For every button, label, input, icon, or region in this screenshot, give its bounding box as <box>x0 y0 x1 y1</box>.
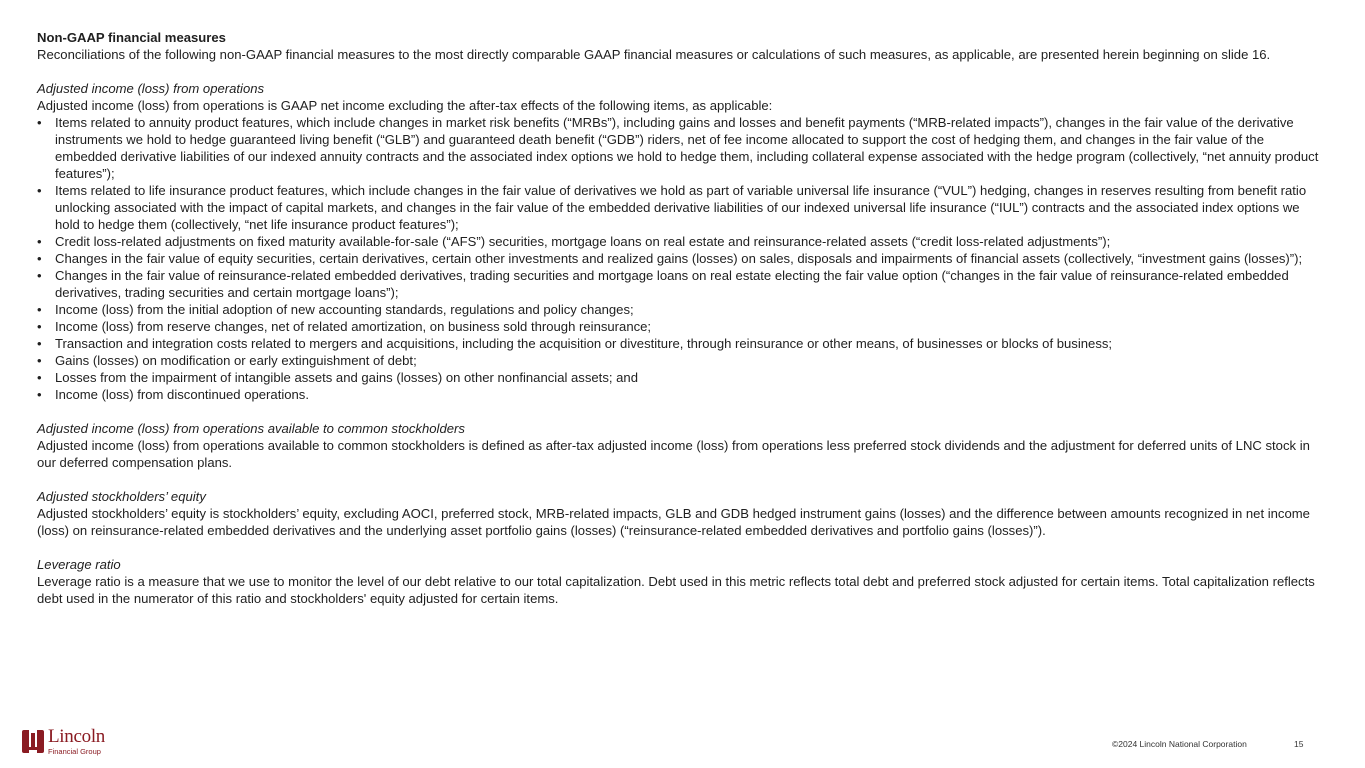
bullet-icon: • <box>37 302 42 317</box>
copyright-text: ©2024 Lincoln National Corporation <box>1112 739 1247 749</box>
page-title: Non-GAAP financial measures <box>37 30 226 45</box>
list-item-text: Changes in the fair value of equity securities, certain derivatives, certain other investments and realized gains (losses) on sales, disposals and impairments of financial assets (collectively, “investment gains (losses)”); <box>55 251 1303 266</box>
company-logo <box>20 727 105 759</box>
section-adjusted-equity <box>37 488 1327 539</box>
list-item-text: Transaction and integration costs related to mergers and acquisitions, including the acquisition or divestiture, through reinsurance or other means, of businesses or blocks of business; <box>55 336 1113 351</box>
bullet-icon: • <box>37 115 42 130</box>
section-body: Adjusted stockholders’ equity is stockholders’ equity, excluding AOCI, preferred stock, MRB-related impacts, GLB and GDB hedged instrument gains (losses) and the difference between amounts recognized in net income (loss) on reinsurance-related embedded derivatives and the underlying asset portfolio gains (losses) (“reinsurance-related embedded derivatives and portfolio gains (losses)”). <box>37 506 1310 538</box>
list-item <box>37 335 1327 352</box>
list-item <box>37 182 1327 233</box>
bullet-icon: • <box>37 387 42 402</box>
list-item-text: Items related to annuity product features, which include changes in market risk benefits (“MRBs”), including gains and losses and benefit payments (“MRB-related impacts”), changes in the fair value of the derivative instruments we hold to hedge guaranteed living benefit (“GLB”) and guaranteed death benefit (“GDB”) riders, net of fee income allocated to support the cost of hedging them, and changes in the fair value of the embedded derivative liabilities of our indexed annuity contracts and the associated index options we hold to hedge them, including collateral expense associated with the hedge program (collectively, “net annuity product features”); <box>55 115 1319 181</box>
list-item <box>37 233 1327 250</box>
list-item <box>37 250 1327 267</box>
list-item-text: Losses from the impairment of intangible assets and gains (losses) on other nonfinancial assets; and <box>55 370 638 385</box>
logo-name: Lincoln <box>48 726 105 747</box>
list-item <box>37 369 1327 386</box>
list-item <box>37 301 1327 318</box>
section-leverage-ratio <box>37 556 1327 607</box>
section-heading: Adjusted income (loss) from operations available to common stockholders <box>37 421 465 436</box>
section-body: Adjusted income (loss) from operations available to common stockholders is defined as after-tax adjusted income (loss) from operations less preferred stock dividends and the adjustment for deferred units of LNC stock in our deferred compensation plans. <box>37 438 1310 470</box>
lincoln-logo-icon <box>20 727 46 755</box>
list-item-text: Income (loss) from discontinued operations. <box>55 387 309 402</box>
list-item-text: Credit loss-related adjustments on fixed maturity available-for-sale (“AFS”) securities, mortgage loans on real estate and reinsurance-related assets (“credit loss-related adjustments”); <box>55 234 1111 249</box>
list-item-text: Changes in the fair value of reinsurance-related embedded derivatives, trading securities and mortgage loans on real estate electing the fair value option (“changes in the fair value of reinsurance-related embedded derivatives, trading securities and certain mortgage loans”); <box>55 268 1289 300</box>
list-item <box>37 114 1327 182</box>
slide-content <box>37 29 1327 607</box>
page-number: 15 <box>1294 739 1304 749</box>
list-item-text: Income (loss) from reserve changes, net of related amortization, on business sold through reinsurance; <box>55 319 652 334</box>
bullet-icon: • <box>37 234 42 249</box>
logo-text <box>48 727 105 756</box>
list-item-text: Income (loss) from the initial adoption of new accounting standards, regulations and policy changes; <box>55 302 634 317</box>
bullet-icon: • <box>37 370 42 385</box>
section-lead: Adjusted income (loss) from operations is GAAP net income excluding the after-tax effects of the following items, as applicable: <box>37 98 773 113</box>
bullet-icon: • <box>37 251 42 266</box>
list-item-text: Items related to life insurance product features, which include changes in the fair value of derivatives we hold as part of variable universal life insurance (“VUL”) hedging, changes in reserves resulting from benefit ratio unlocking associated with the impact of capital markets, and changes in the fair value of the embedded derivative liabilities of our indexed universal life insurance (“IUL”) contracts and the associated index options we hold to hedge them (collectively, “net life insurance product features”); <box>55 183 1307 232</box>
list-item <box>37 318 1327 335</box>
bullet-icon: • <box>37 336 42 351</box>
bullet-list <box>37 114 1327 403</box>
section-heading: Adjusted income (loss) from operations <box>37 81 265 96</box>
section-heading: Leverage ratio <box>37 557 121 572</box>
logo-subtitle: Financial Group <box>48 747 101 756</box>
list-item <box>37 386 1327 403</box>
bullet-icon: • <box>37 353 42 368</box>
bullet-icon: • <box>37 268 42 283</box>
list-item <box>37 267 1327 301</box>
bullet-icon: • <box>37 319 42 334</box>
section-adjusted-income-common <box>37 420 1327 471</box>
list-item-text: Gains (losses) on modification or early extinguishment of debt; <box>55 353 417 368</box>
section-adjusted-income <box>37 80 1327 403</box>
bullet-icon: • <box>37 183 42 198</box>
section-body: Leverage ratio is a measure that we use to monitor the level of our debt relative to our total capitalization. Debt used in this metric reflects total debt and preferred stock adjusted for certain items. Total capitalization reflects debt used in the numerator of this ratio and stockholders' equity adjusted for certain items. <box>37 574 1315 606</box>
list-item <box>37 352 1327 369</box>
section-heading: Adjusted stockholders’ equity <box>37 489 206 504</box>
intro-text: Reconciliations of the following non-GAAP financial measures to the most directly comparable GAAP financial measures or calculations of such measures, as applicable, are presented herein beginning on slide 16. <box>37 47 1271 62</box>
